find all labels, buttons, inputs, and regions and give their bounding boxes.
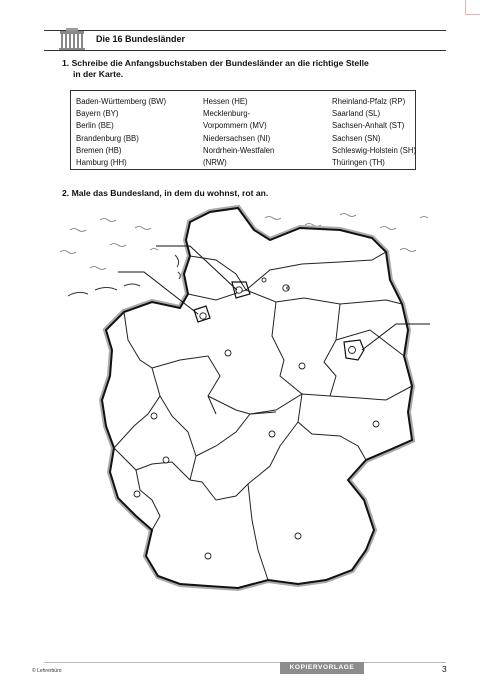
state-item: Sachsen (SN) xyxy=(332,133,381,143)
state-item: Nordrhein-Westfalen xyxy=(203,145,275,155)
task-2-number: 2. xyxy=(62,188,70,198)
page-title: Die 16 Bundesländer xyxy=(96,34,186,44)
task-2-text: Male das Bundesland, in dem du wohnst, rot an. xyxy=(71,188,269,198)
state-column-2 xyxy=(203,96,274,169)
task-1-number: 1. xyxy=(62,58,70,68)
islands xyxy=(68,255,180,296)
state-item: (NRW) xyxy=(203,158,227,168)
page-number: 3 xyxy=(442,664,447,674)
copyright: © Lehrerbüro xyxy=(32,668,62,674)
state-item: Bayern (BY) xyxy=(76,109,119,119)
state-item: Bremen (HB) xyxy=(76,145,122,155)
state-item: Mecklenburg- xyxy=(203,109,251,119)
state-item: Niedersachsen (NI) xyxy=(203,133,271,143)
task-1 xyxy=(62,58,422,80)
state-item: Hessen (HE) xyxy=(203,97,248,106)
state-item: Saarland (SL) xyxy=(332,109,381,119)
state-item: Sachsen-Anhalt (ST) xyxy=(332,121,405,131)
state-item: Thüringen (TH) xyxy=(332,158,385,168)
kopiervorlage-badge: KOPIERVORLAGE xyxy=(280,662,364,674)
state-column-3 xyxy=(332,96,416,169)
state-item: Schleswig-Holstein (SH) xyxy=(332,145,417,155)
state-item: Hamburg (HH) xyxy=(76,158,127,168)
state-list-box xyxy=(70,90,416,170)
germany-map xyxy=(40,200,460,620)
brandenburg-gate-icon xyxy=(58,27,86,51)
state-column-1 xyxy=(76,96,166,169)
state-item: Brandenburg (BB) xyxy=(76,133,139,143)
state-item: Rheinland-Pfalz (RP) xyxy=(332,97,406,106)
task-1-text: Schreibe die Anfangsbuchstaben der Bundesländer an die richtige Stelle xyxy=(71,58,369,68)
worksheet-header xyxy=(44,30,446,51)
state-item: Berlin (BE) xyxy=(76,121,114,131)
corner-mark xyxy=(465,0,480,15)
state-item: Vorpommern (MV) xyxy=(203,121,267,131)
task-1-text-line2: in der Karte. xyxy=(73,69,124,79)
state-item: Baden-Württemberg (BW) xyxy=(76,97,167,106)
footer-divider xyxy=(44,662,446,663)
task-2 xyxy=(62,188,422,199)
